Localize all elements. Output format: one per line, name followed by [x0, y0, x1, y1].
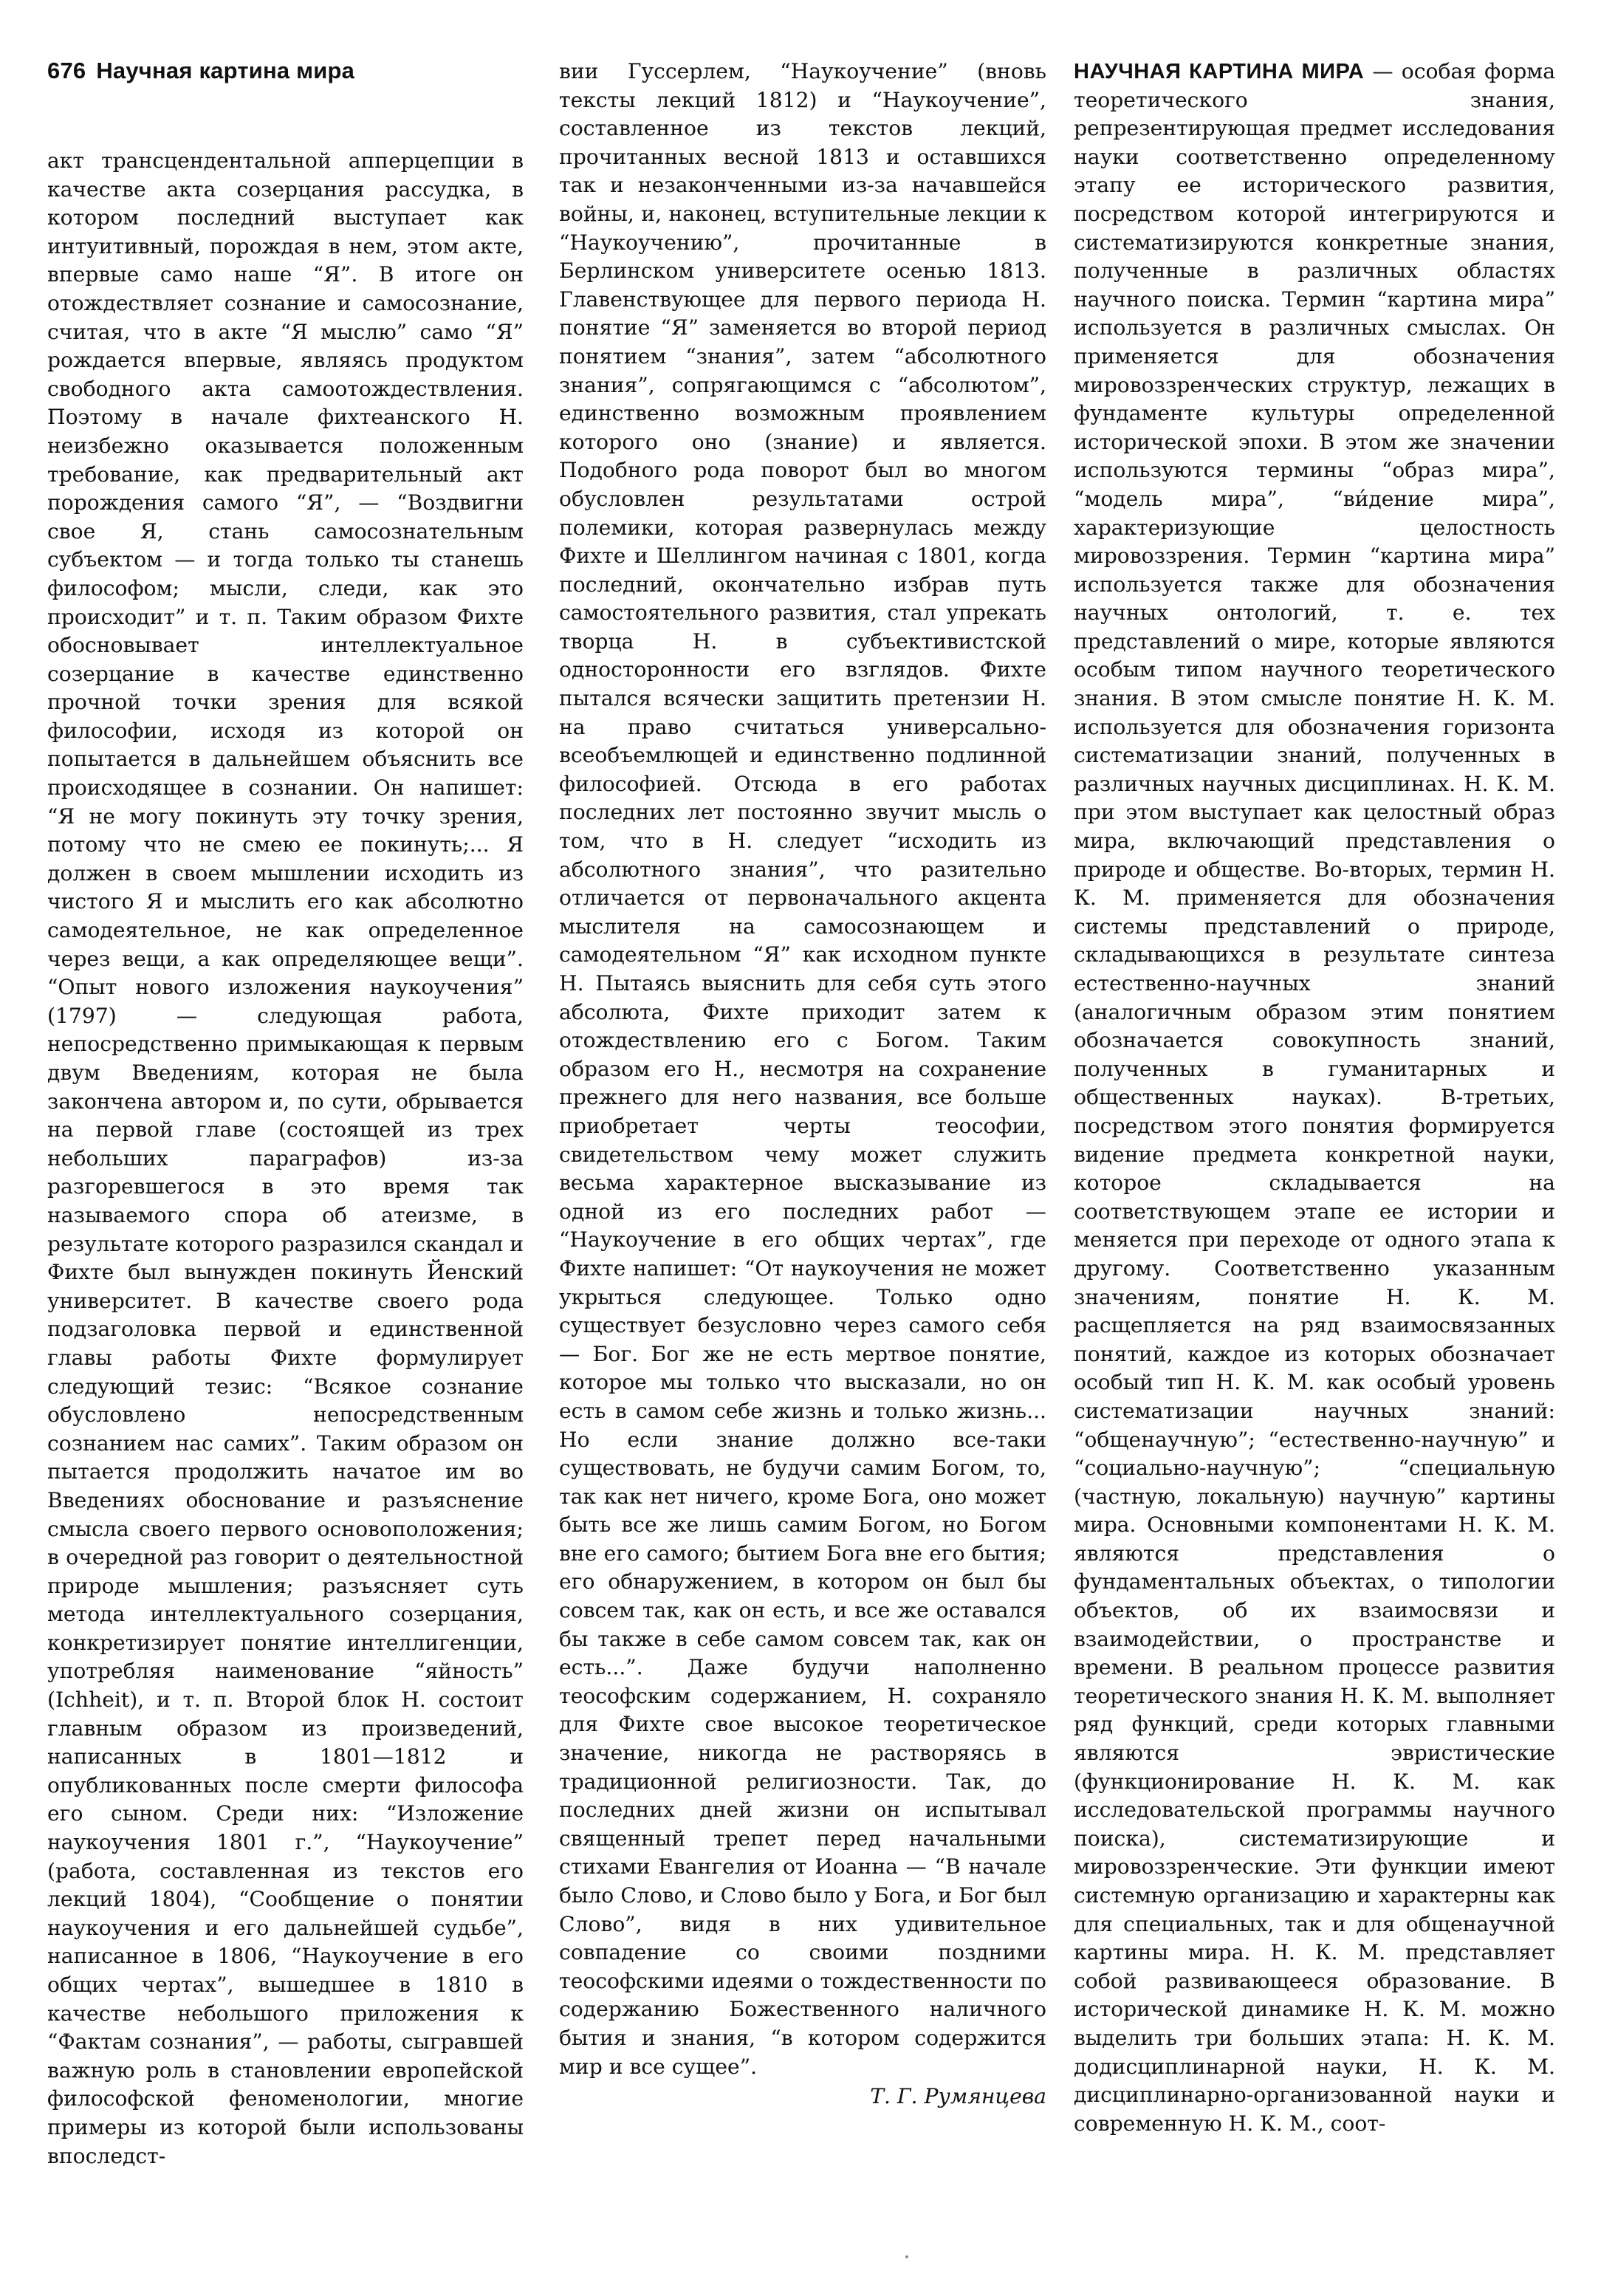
running-head — [47, 58, 354, 84]
column-2-paragraph: вии Гуссерлем, “Наукоучение” (вновь тексты лекций 1812) и “Наукоучение”, составленное из текстов лекций, прочитанных весной 1813 и оставшихся так и незаконченными из-за начавшейся войны, и, наконец, вступительные лекции к “Наукоучению”, прочитанные в Берлинском университете осенью 1813. Главенствующее для первого периода Н. понятие “Я” заменяется во второй период понятием “знания”, затем “абсолютного знания”, сопрягающимся с “абсолютом”, единственно возможным проявлением которого оно (знание) и является. Подобного рода поворот был во многом обусловлен результатами острой полемики, которая развернулась между Фихте и Шеллингом начиная с 1801, когда последний, окончательно избрав путь самостоятельного развития, стал упрекать творца Н. в субъективистской односторонности его взглядов. Фихте пытался всячески защитить претензии Н. на право считаться универсально-всеобъемлющей и единственно подлинной философией. Отсюда в его работах последних лет постоянно звучит мысль о том, что в Н. следует “исходить из абсолютного знания”, что разительно отличается от первоначального акцента мыслителя на самосознающем и самодеятельном “Я” как исходном пункте Н. Пытаясь выяснить для себя суть этого абсолюта, Фихте приходит затем к отождествлению его с Богом. Таким образом его Н., несмотря на сохранение прежнего для него названия, все больше приобретает черты теософии, свидетельством чему может служить весьма характерное высказывание из одной из его последних работ — “Наукоучение в его общих чертах”, где Фихте напишет: “От наукоучения не может укрыться следующее. Только одно существует безусловно через самого себя — Бог. Бог же не есть мертвое понятие, которое мы только что высказали, но он есть в самом себе жизнь и только жизнь... Но если знание должно все-таки существовать, не будучи самим Богом, то, так как нет ничего, кроме Бога, оно может быть все же лишь самим Богом, но Богом вне его самого; бытием Бога вне его бытия; его обнаружением, в котором он был бы совсем так, как он есть, и все же оставался бы также в себе самом совсем так, как он есть...”. Даже будучи наполненно теософским содержанием, Н. сохраняло для Фихте свое высокое теоретическое значение, никогда не растворяясь в традиционной религиозности. Так, до последних дней жизни он испытывал священный трепет перед начальными стихами Евангелия от Иоанна — “В начале было Слово, и Слово было у Бога, и Бог был Слово”, видя в них удивительное совпадение со своими поздними теософскими идеями о тождественности по содержанию Божественного наличного бытия и знания, “в котором содержится мир и все сущее”. — [559, 59, 1046, 2079]
column-1-paragraph: акт трансцендентальной апперцепции в качестве акта созерцания рассудка, в котором последний выступает как интуитивный, порождая в нем, этом акте, впервые само наше “Я”. В итоге он отождествляет сознание и самосознание, считая, что в акте “Я мыслю” само “Я” рождается впервые, являясь продуктом свободного акта самоотождествления. Поэтому в начале фихтеанского Н. неизбежно оказывается положенным требование, как предварительный акт порождения самого “Я”, — “Воздвигни свое Я, стань самосознательным субъектом — и тогда только ты станешь философом; мысли, следи, как это происходит” и т. п. Таким образом Фихте обосновывает интеллектуальное созерцание в качестве единственно прочной точки зрения для всякой философии, исходя из которой он попытается в дальнейшем объяснить все происходящее в сознании. Он напишет: “Я не могу покинуть эту точку зрения, потому что не смею ее покинуть;... Я должен в своем мышлении исходить из чистого Я и мыслить его как абсолютно самодеятельное, не как определенное через вещи, а как определяющее вещи”. “Опыт нового изложения наукоучения” (1797) — следующая работа, непосредственно примыкающая к первым двум Введениям, которая не была закончена автором и, по сути, обрывается на первой главе (состоящей из трех небольших параграфов) из-за разгоревшегося в это время так называемого спора об атеизме, в результате которого разразился скандал и Фихте был вынужден покинуть Йенский университет. В качестве своего рода подзаголовка первой и единственной главы работы Фихте формулирует следующий тезис: “Всякое сознание обусловлено непосредственным сознанием нас самих”. Таким образом он пытается продолжить начатое им во Введениях обоснование и разъяснение смысла своего первого основоположения; в очередной раз говорит о деятельностной природе мышления; разъясняет суть метода интеллектуального созерцания, конкретизирует понятие интеллигенции, употребляя наименование “яйность” (Ichheit), и т. п. Второй блок Н. состоит главным образом из произведений, написанных в 1801—1812 и опубликованных после смерти философа его сыном. Среди них: “Изложение наукоучения 1801 г.”, “Наукоучение” (работа, составленная из текстов его лекций 1804), “Сообщение о понятии наукоучения и его дальнейшей судьбе”, написанное в 1806, “Наукоучение в его общих чертах”, вышедшее в 1810 в качестве небольшого приложения к “Фактам сознания”, — работы, сыгравшей важную роль в становлении европейской философской феноменологии, многие примеры из которой были использованы впоследст- — [47, 148, 524, 2168]
running-title: Научная картина мира — [96, 58, 355, 83]
text-column-3 — [1074, 58, 1555, 2138]
column-3-paragraph — [1074, 58, 1555, 2138]
text-column-1 — [47, 147, 524, 2170]
entry-body: — особая форма теоретического знания, репрезентирующая предмет исследования науки соответственно определенному этапу ее исторического развития, посредством которой интегрируются и систематизируются конкретные знания, полученные в различных областях научного поиска. Термин “картина мира” используется в различных смыслах. Он применяется для обозначения мировоззренческих структур, лежащих в фундаменте культуры определенной исторической эпохи. В этом же значении используются термины “образ мира”, “модель мира”, “ви́дение мира”, характеризующие целостность мировоззрения. Термин “картина мира” используется также для обозначения научных онтологий, т. е. тех представлений о мире, которые являются особым типом научного теоретического знания. В этом смысле понятие Н. К. М. используется для обозначения горизонта систематизации знаний, полученных в различных научных дисциплинах. Н. К. М. при этом выступает как целостный образ мира, включающий представления о природе и обществе. Во-вторых, термин Н. К. М. применяется для обозначения системы представлений о природе, складывающихся в результате синтеза естественно-научных знаний (аналогичным образом этим понятием обозначается совокупность знаний, полученных в гуманитарных и общественных науках). В-третьих, посредством этого понятия формируется видение предмета конкретной науки, которое складывается на соответствующем этапе ее истории и меняется при переходе от одного этапа к другому. Соответственно указанным значениям, понятие Н. К. М. расщепляется на ряд взаимосвязанных понятий, каждое из которых обозначает особый тип Н. К. М. как особый уровень систематизации научных знаний: “общенаучную”; “естественно-научную” и “социально-научную”; “специальную (частную, локальную) научную” картины мира. Основными компонентами Н. К. М. являются представления о фундаментальных объектах, о типологии объектов, об их взаимосвязи и взаимодействии, о пространстве и времени. В реальном процессе развития теоретического знания Н. К. М. выполняет ряд функций, среди которых главными являются эвристические (функционирование Н. К. М. как исследовательской программы научного поиска), систематизирующие и мировоззренческие. Эти функции имеют системную организацию и характерны как для специальных, так и для общенаучной картины мира. Н. К. М. представляет собой развивающееся образование. В исторической динамике Н. К. М. можно выделить три больших этапа: Н. К. М. додисциплинарной науки, Н. К. М. дисциплинарно-организованной науки и современную Н. К. М., соот- — [1074, 59, 1555, 2136]
page-number: 676 — [47, 58, 86, 83]
entry-headword: НАУЧНАЯ КАРТИНА МИРА — [1074, 60, 1365, 83]
print-speck — [905, 2255, 908, 2258]
article-author: Т. Г. Румянцева — [870, 2084, 1046, 2109]
text-column-2 — [559, 58, 1046, 2111]
